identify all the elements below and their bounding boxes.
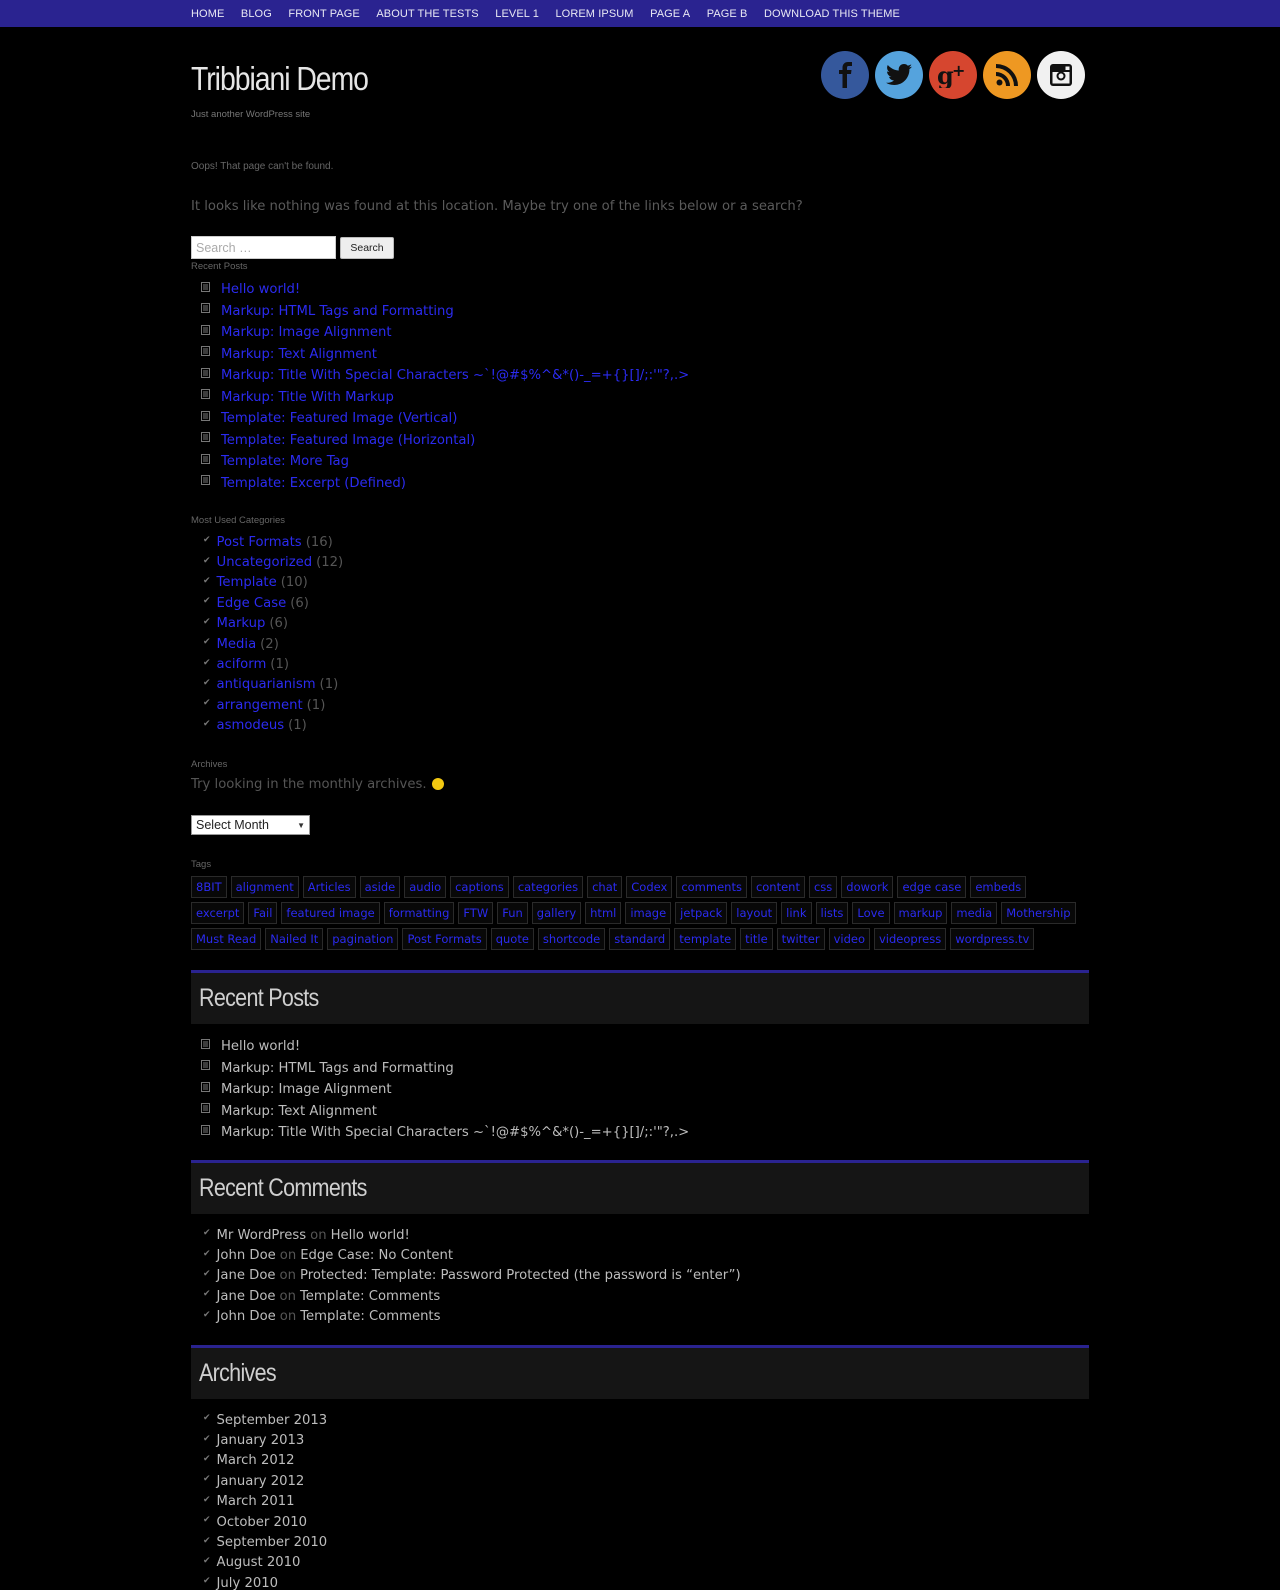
nav-item[interactable]: HOME	[191, 7, 225, 20]
list-item	[191, 695, 1089, 715]
tag-link[interactable]: dowork	[841, 876, 893, 898]
archive-link[interactable]: September 2013	[216, 1412, 328, 1428]
tag-link[interactable]: audio	[404, 876, 446, 898]
footer-widget-title: Recent Posts	[199, 984, 319, 1012]
list-item	[191, 1430, 1089, 1450]
comment-on-text: on	[279, 1268, 296, 1284]
list-item	[191, 322, 1089, 344]
archive-link[interactable]: July 2010	[216, 1575, 279, 1590]
archive-link[interactable]: January 2013	[216, 1433, 305, 1449]
post-icon	[201, 368, 210, 378]
check-icon: ✔	[203, 1248, 211, 1259]
category-link[interactable]: Markup	[216, 616, 266, 632]
tag-link[interactable]: embeds	[970, 876, 1026, 898]
widget-title-tags: Tags	[191, 859, 212, 870]
recent-post-link[interactable]: Markup: Text Alignment	[221, 346, 377, 362]
list-item	[191, 593, 1089, 613]
check-icon: ✔	[203, 575, 211, 586]
list-item	[191, 1122, 1089, 1144]
widget-title-categories: Most Used Categories	[191, 515, 285, 526]
recent-post-link[interactable]: Markup: Image Alignment	[221, 325, 392, 341]
category-count: (6)	[290, 595, 309, 611]
comment-author: Jane Doe	[216, 1288, 276, 1304]
comment-post-link[interactable]: Hello world!	[330, 1227, 410, 1243]
category-count: (6)	[269, 616, 289, 632]
archive-link[interactable]: March 2011	[216, 1494, 295, 1510]
tag-link[interactable]: content	[751, 876, 805, 898]
rss-icon[interactable]	[983, 51, 1031, 99]
list-item	[191, 1266, 1089, 1286]
archives-intro-text: Try looking in the monthly archives.	[191, 777, 427, 792]
tag-link[interactable]: quote	[491, 928, 534, 950]
nav-item[interactable]: PAGE A	[650, 7, 691, 20]
list-item	[191, 344, 1089, 366]
tag-link[interactable]: videopress	[874, 928, 946, 950]
list-item	[191, 365, 1089, 387]
tag-link[interactable]: wordpress.tv	[950, 928, 1034, 950]
footer-widget-title: Archives	[199, 1359, 276, 1387]
list-item	[191, 1410, 1089, 1430]
tag-link[interactable]: chat	[587, 876, 622, 898]
tag-link[interactable]: Fun	[497, 902, 528, 924]
search-button[interactable]: Search	[340, 237, 394, 259]
comment-on-text: on	[279, 1248, 297, 1264]
list-item	[191, 654, 1089, 674]
recent-post-link[interactable]: Markup: HTML Tags and Formatting	[221, 303, 454, 319]
list-item	[191, 1573, 1089, 1590]
post-icon	[201, 303, 210, 313]
archive-link[interactable]: September 2010	[216, 1535, 328, 1551]
tag-link[interactable]: captions	[450, 876, 509, 898]
list-item	[191, 1079, 1089, 1101]
chevron-down-icon: ▼	[297, 820, 305, 830]
tag-link[interactable]: link	[781, 902, 811, 924]
check-icon: ✔	[203, 1268, 211, 1279]
tag-link[interactable]: featured image	[281, 902, 379, 924]
post-icon	[201, 346, 210, 356]
list-item	[191, 552, 1089, 572]
tag-link[interactable]: excerpt	[191, 902, 244, 924]
recent-post-link[interactable]: Template: Featured Image (Vertical)	[221, 411, 458, 427]
check-icon: ✔	[203, 1289, 211, 1300]
nav-item[interactable]: DOWNLOAD THIS THEME	[763, 7, 900, 20]
tag-link[interactable]: title	[740, 928, 772, 950]
list-item	[191, 1036, 1089, 1058]
post-icon	[201, 1125, 210, 1135]
category-count: (1)	[270, 657, 289, 673]
check-icon: ✔	[203, 1515, 211, 1526]
list-item	[191, 430, 1089, 452]
tag-link[interactable]: twitter	[777, 928, 825, 950]
tag-link[interactable]: categories	[513, 876, 583, 898]
select-value: Select Month	[196, 818, 269, 832]
footer-widget-header	[191, 1160, 1089, 1214]
list-item	[191, 675, 1089, 695]
check-icon: ✔	[203, 1535, 211, 1546]
recent-post-link[interactable]: Markup: Title With Special Characters ~`!@#$%^&*()-_=+{}[]/;:'"?,.>	[221, 368, 690, 384]
tag-link[interactable]: lists	[816, 902, 849, 924]
tag-link[interactable]: layout	[731, 902, 777, 924]
tag-cloud	[191, 876, 1081, 954]
tag-link[interactable]: comments	[676, 876, 747, 898]
archives-intro	[191, 777, 1089, 792]
recent-post-link[interactable]: Template: Featured Image (Horizontal)	[221, 432, 476, 448]
list-item	[191, 408, 1089, 430]
list-item	[191, 634, 1089, 654]
comment-post-link[interactable]: Template: Comments	[300, 1309, 441, 1325]
check-icon: ✔	[203, 555, 211, 566]
tag-link[interactable]: alignment	[231, 876, 299, 898]
tag-link[interactable]: Fail	[248, 902, 277, 924]
nav-item[interactable]: ABOUT THE TESTS	[376, 7, 479, 20]
recent-post-link[interactable]: Markup: HTML Tags and Formatting	[221, 1060, 454, 1076]
category-link[interactable]: Uncategorized	[216, 555, 313, 571]
tag-link[interactable]: FTW	[458, 902, 493, 924]
footer-recent-posts-widget	[191, 970, 1089, 1144]
check-icon: ✔	[203, 637, 211, 648]
post-icon	[201, 432, 210, 442]
list-item	[191, 473, 1089, 495]
post-icon	[201, 1039, 210, 1049]
category-count: (2)	[260, 636, 279, 652]
category-link[interactable]: Post Formats	[216, 534, 302, 550]
comment-on-text: on	[279, 1288, 296, 1304]
tag-link[interactable]: markup	[894, 902, 948, 924]
check-icon: ✔	[203, 698, 211, 709]
nav-item[interactable]: BLOG	[240, 7, 272, 20]
list-item	[191, 1245, 1089, 1265]
tag-link[interactable]: shortcode	[538, 928, 605, 950]
list-item	[191, 1492, 1089, 1512]
list-item	[191, 1553, 1089, 1573]
tag-link[interactable]: template	[674, 928, 736, 950]
list-item	[191, 1471, 1089, 1491]
comment-author: John Doe	[216, 1309, 276, 1325]
comment-post-link[interactable]: Template: Comments	[299, 1288, 441, 1304]
archives-widget	[191, 1345, 1089, 1590]
smiley-icon	[432, 778, 444, 790]
list-item	[191, 1058, 1089, 1080]
tag-link[interactable]: Articles	[303, 876, 356, 898]
footer-widget-title: Recent Comments	[199, 1174, 367, 1202]
recent-post-link[interactable]: Markup: Title With Special Characters ~`!@#$%^&*()-_=+{}[]/;:'"?,.>	[221, 1125, 690, 1141]
site-description: Just another WordPress site	[191, 109, 311, 120]
instagram-icon[interactable]	[1037, 51, 1085, 99]
list-item	[191, 1101, 1089, 1123]
category-count: (12)	[316, 555, 344, 571]
list-item	[191, 1286, 1089, 1306]
archives-list	[191, 1410, 1089, 1590]
check-icon: ✔	[203, 1453, 211, 1464]
recent-post-link[interactable]: Markup: Image Alignment	[221, 1082, 392, 1098]
footer-widget-header	[191, 970, 1089, 1024]
list-item	[191, 451, 1089, 473]
list-item	[191, 1225, 1089, 1245]
post-icon	[201, 1060, 210, 1070]
category-count: (10)	[280, 575, 308, 591]
twitter-icon[interactable]	[875, 51, 923, 99]
check-icon: ✔	[203, 718, 211, 729]
recent-posts-list	[191, 279, 1089, 494]
tag-link[interactable]: pagination	[327, 928, 398, 950]
check-icon: ✔	[203, 596, 211, 607]
footer-recent-posts-list	[191, 1036, 1089, 1144]
recent-comments-widget	[191, 1160, 1089, 1327]
tag-link[interactable]: jetpack	[675, 902, 727, 924]
comment-on-text: on	[310, 1227, 327, 1243]
check-icon: ✔	[203, 1474, 211, 1485]
post-icon	[201, 475, 210, 485]
not-found-message: It looks like nothing was found at this location. Maybe try one of the links below or a search?	[191, 199, 803, 214]
recent-post-link[interactable]: Markup: Title With Markup	[221, 389, 394, 405]
comment-author: Jane Doe	[216, 1268, 276, 1284]
category-link[interactable]: arrangement	[216, 697, 303, 713]
archive-link[interactable]: August 2010	[216, 1555, 301, 1571]
check-icon: ✔	[203, 1309, 211, 1320]
footer-widget-header	[191, 1345, 1089, 1399]
search-form	[191, 236, 1089, 259]
category-link[interactable]: aciform	[216, 657, 267, 673]
widget-title-recent-posts: Recent Posts	[191, 261, 248, 272]
post-icon	[201, 389, 210, 399]
tag-link[interactable]: Nailed It	[265, 928, 323, 950]
tag-link[interactable]: formatting	[384, 902, 455, 924]
check-icon: ✔	[203, 1228, 211, 1239]
google-plus-icon[interactable]	[929, 51, 977, 99]
archive-month-select[interactable]	[191, 815, 310, 835]
list-item	[191, 387, 1089, 409]
category-link[interactable]: Template	[216, 575, 277, 591]
tag-link[interactable]: 8BIT	[191, 876, 227, 898]
post-icon	[201, 454, 210, 464]
check-icon: ✔	[203, 657, 211, 668]
nav-item[interactable]: LOREM IPSUM	[555, 7, 634, 20]
post-icon	[201, 325, 210, 335]
tag-link[interactable]: css	[809, 876, 837, 898]
tag-link[interactable]: Must Read	[191, 928, 261, 950]
widget-title-archives-small: Archives	[191, 759, 228, 770]
tag-link[interactable]: Mothership	[1001, 902, 1075, 924]
tag-link[interactable]: standard	[609, 928, 670, 950]
nav-menu	[191, 0, 916, 27]
list-item	[191, 614, 1089, 634]
list-item	[191, 573, 1089, 593]
post-icon	[201, 411, 210, 421]
tag-link[interactable]: gallery	[532, 902, 581, 924]
archive-link[interactable]: January 2012	[216, 1473, 305, 1489]
check-icon: ✔	[203, 1413, 211, 1424]
tag-link[interactable]: Post Formats	[402, 928, 486, 950]
category-count: (1)	[306, 697, 326, 713]
tag-link[interactable]: html	[585, 902, 621, 924]
category-link[interactable]: Media	[216, 636, 257, 652]
page-title: Oops! That page can't be found.	[191, 161, 334, 172]
categories-list	[191, 532, 1089, 736]
tag-link[interactable]: Codex	[626, 876, 672, 898]
list-item	[191, 1451, 1089, 1471]
list-item	[191, 1512, 1089, 1532]
site-title[interactable]: Tribbiani Demo	[191, 60, 368, 97]
list-item	[191, 1532, 1089, 1552]
facebook-icon[interactable]	[821, 51, 869, 99]
social-links	[821, 51, 1091, 99]
category-link[interactable]: asmodeus	[216, 718, 285, 734]
list-item	[191, 716, 1089, 736]
check-icon: ✔	[203, 1494, 211, 1505]
svg-text:g: g	[937, 62, 954, 88]
list-item	[191, 1307, 1089, 1327]
tag-link[interactable]: image	[625, 902, 671, 924]
check-icon: ✔	[203, 616, 211, 627]
recent-post-link[interactable]: Hello world!	[221, 282, 301, 298]
nav-item[interactable]: FRONT PAGE	[288, 7, 360, 20]
nav-item[interactable]: PAGE B	[706, 7, 748, 20]
archive-link[interactable]: March 2012	[216, 1453, 295, 1469]
tag-link[interactable]: edge case	[897, 876, 966, 898]
comment-post-link[interactable]: Protected: Template: Password Protected (the password is “enter”)	[299, 1268, 741, 1284]
archive-link[interactable]: October 2010	[216, 1514, 308, 1530]
check-icon: ✔	[203, 1555, 211, 1566]
recent-post-link[interactable]: Template: More Tag	[221, 454, 350, 470]
recent-post-link[interactable]: Markup: Text Alignment	[221, 1103, 377, 1119]
svg-text:+: +	[952, 62, 966, 80]
recent-post-link[interactable]: Hello world!	[221, 1039, 301, 1055]
nav-item[interactable]: LEVEL 1	[495, 7, 539, 20]
tag-link[interactable]: aside	[360, 876, 401, 898]
category-count: (16)	[305, 534, 333, 550]
recent-comments-list	[191, 1225, 1089, 1327]
comment-post-link[interactable]: Edge Case: No Content	[300, 1248, 454, 1264]
category-count: (1)	[319, 677, 339, 693]
check-icon: ✔	[203, 677, 211, 688]
check-icon: ✔	[203, 535, 211, 546]
comment-author: Mr WordPress	[216, 1227, 307, 1243]
comment-author: John Doe	[216, 1248, 276, 1264]
check-icon: ✔	[203, 1576, 211, 1587]
post-icon	[201, 282, 210, 292]
post-icon	[201, 1082, 210, 1092]
top-navigation	[0, 0, 1280, 27]
post-icon	[201, 1103, 210, 1113]
recent-post-link[interactable]: Template: Excerpt (Defined)	[221, 475, 406, 491]
list-item	[191, 301, 1089, 323]
search-input[interactable]	[191, 236, 336, 259]
category-count: (1)	[288, 718, 307, 734]
category-link[interactable]: Edge Case	[216, 595, 287, 611]
check-icon: ✔	[203, 1433, 211, 1444]
tag-link[interactable]: video	[829, 928, 870, 950]
list-item	[191, 279, 1089, 301]
tag-link[interactable]: media	[951, 902, 997, 924]
comment-on-text: on	[279, 1309, 297, 1325]
tag-link[interactable]: Love	[852, 902, 889, 924]
category-link[interactable]: antiquarianism	[216, 677, 316, 693]
list-item	[191, 532, 1089, 552]
